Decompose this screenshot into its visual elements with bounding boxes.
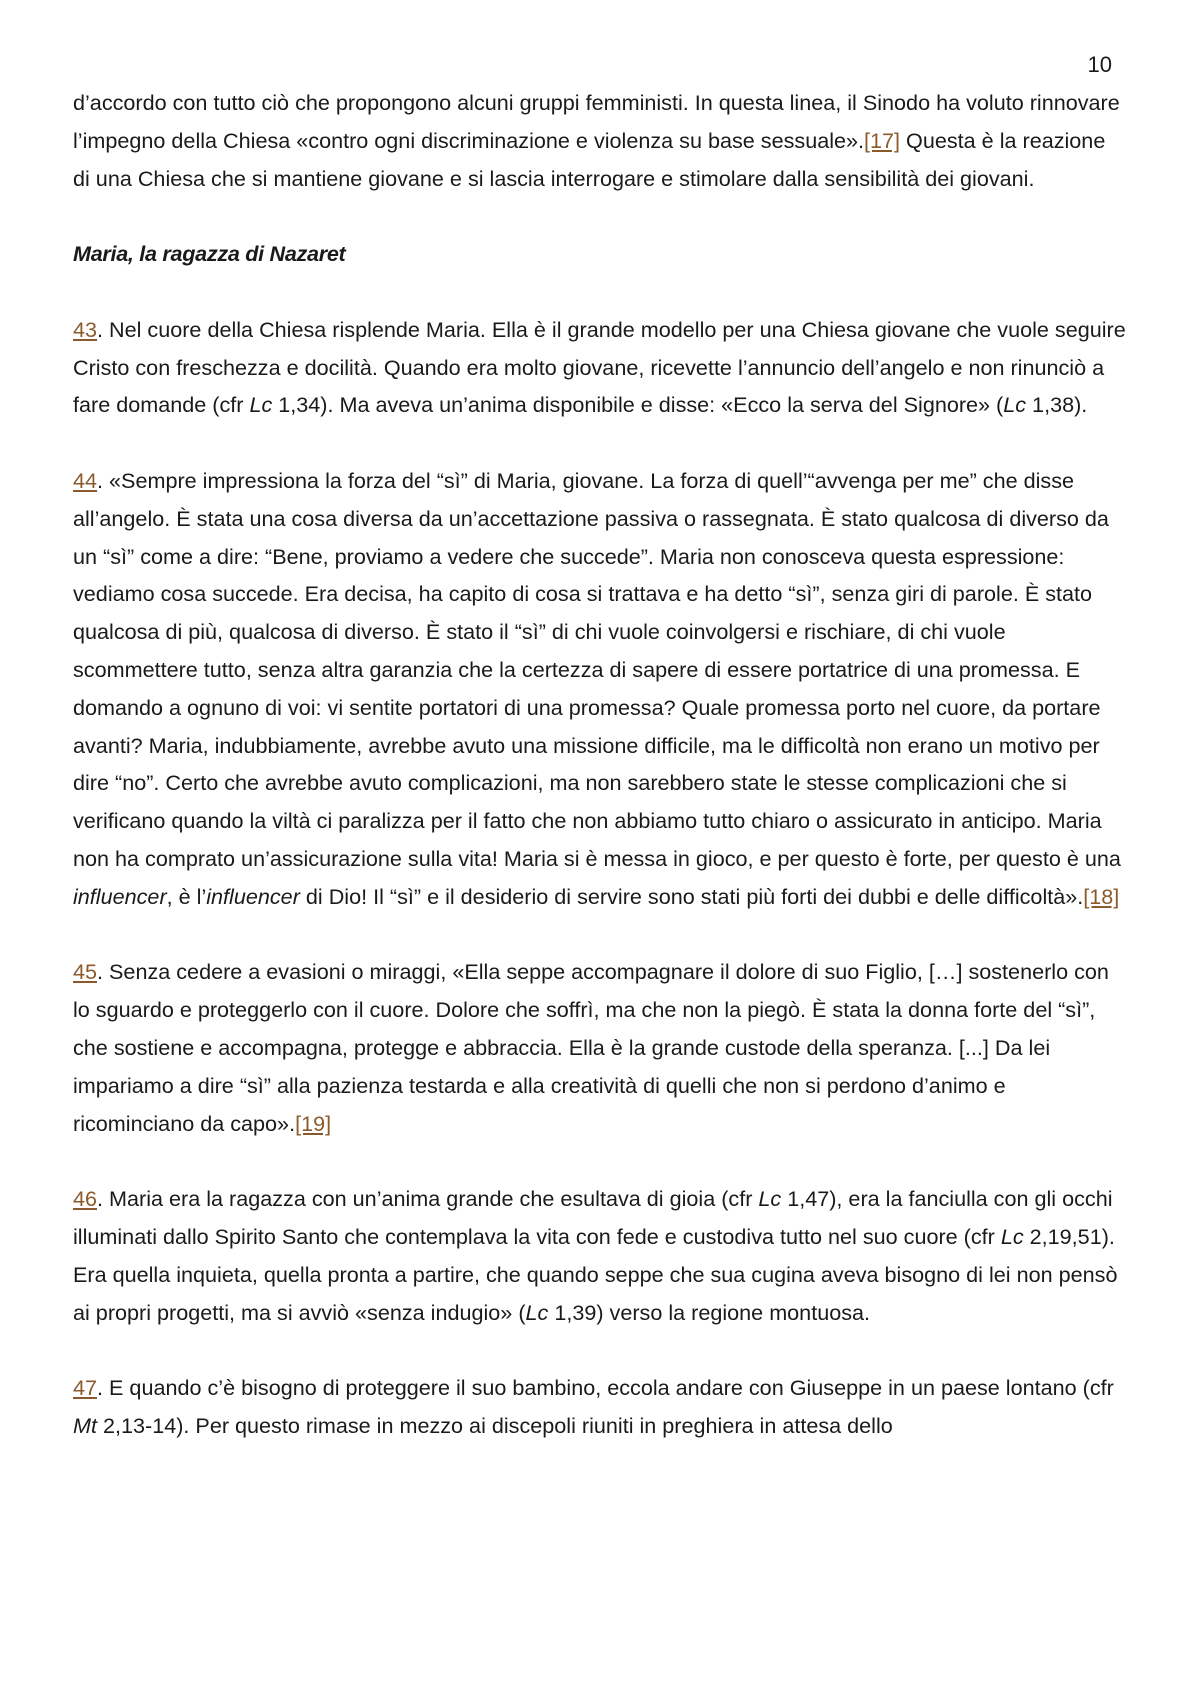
- paragraph-number-link-47[interactable]: 47: [73, 1375, 98, 1401]
- text: 2,13-14). Per questo rimase in mezzo ai discepoli riuniti in preghiera in attesa dello: [97, 1412, 893, 1438]
- text: 1,47), era la fanciulla con gli occhi illuminati dallo Spirito Santo che contemplava la vita con fede e custodiva tutto nel suo cuore (cfr: [73, 1186, 1113, 1249]
- text: , è l’: [166, 883, 207, 909]
- text: Questa è la reazione di una Chiesa che si mantiene giovane e si lascia interrogare e stimolare dalla sensibilità dei giovani.: [73, 127, 1106, 191]
- text: 2,19,51). Era quella inquieta, quella pronta a partire, che quando seppe che sua cugina aveva bisogno di lei non pensò ai propri progetti, ma si avviò «senza indugio» (: [73, 1223, 1118, 1325]
- text: di Dio! Il “sì” e il desiderio di servire sono stati più forti dei dubbi e delle difficoltà».: [299, 883, 1084, 909]
- paragraph-47: [73, 1369, 1128, 1445]
- paragraph-intro: [73, 84, 1128, 197]
- document-body: [73, 84, 1128, 1482]
- footnote-link-19[interactable]: [19]: [295, 1110, 332, 1136]
- text: . Maria era la ragazza con un’anima grande che esultava di gioia (cfr: [97, 1186, 759, 1212]
- paragraph-43: [73, 311, 1128, 424]
- paragraph-number-link-44[interactable]: 44: [73, 467, 98, 493]
- italic-term: influencer: [206, 883, 300, 909]
- paragraph-45: [73, 953, 1128, 1142]
- text: d’accordo con tutto ciò che propongono alcuni gruppi femministi. In questa linea, il Sinodo ha voluto rinnovare l’impegno della Chiesa «contro ogni discriminazione e violenza su base sessuale».: [73, 90, 1120, 153]
- citation-abbrev: Lc: [249, 392, 273, 418]
- text: . Senza cedere a evasioni o miraggi, «Ella seppe accompagnare il dolore di suo Figlio, […] sostenerlo con lo sguardo e proteggerlo con il cuore. Dolore che soffrì, ma che non la piegò. È stata la donna forte del “sì”, che sostiene e accompagna, protegge e abbraccia. Ella è la grande custode della speranza. [...] Da lei impariamo a dire “sì” alla pazienza testarda e alla creatività di quelli che non si perdono d’animo e ricominciano da capo».: [73, 959, 1109, 1136]
- footnote-link-18[interactable]: [18]: [1083, 883, 1120, 909]
- paragraph-number-link-43[interactable]: 43: [73, 316, 98, 342]
- text: 1,34). Ma aveva un’anima disponibile e disse: «Ecco la serva del Signore» (: [272, 392, 1004, 418]
- citation-abbrev: Lc: [758, 1186, 782, 1212]
- paragraph-44: [73, 462, 1128, 916]
- section-heading: Maria, la ragazza di Nazaret: [73, 241, 346, 267]
- page-number: 10: [1087, 52, 1112, 77]
- text: . Nel cuore della Chiesa risplende Maria. Ella è il grande modello per una Chiesa giovane che vuole seguire Cristo con freschezza e docilità. Quando era molto giovane, ricevette l’annuncio dell’angelo e non rinunciò a fare domande (cfr: [73, 316, 1126, 418]
- paragraph-number-link-45[interactable]: 45: [73, 959, 98, 985]
- text: . «Sempre impressiona la forza del “sì” di Maria, giovane. La forza di quell’“avvenga per me” che disse all’angelo. È stata una cosa diversa da un’accettazione passiva o rassegnata. È stato qualcosa di diverso da un “sì” come a dire: “Bene, proviamo a vedere che succede”. Maria non conosceva questa espressione: vediamo cosa succede. Era decisa, ha capito di cosa si trattava e ha detto “sì”, senza giri di parole. È stato qualcosa di più, qualcosa di diverso. È stato il “sì” di chi vuole coinvolgersi e rischiare, di chi vuole scommettere tutto, senza altra garanzia che la certezza di sapere di essere portatrice di una promessa. E domando a ognuno di voi: vi sentite portatori di una promessa? Quale promessa porto nel cuore, da portare avanti? Maria, indubbiamente, avrebbe avuto una missione difficile, ma le difficoltà non erano un motivo per dire “no”. Certo che avrebbe avuto complicazioni, ma non sarebbero state le stesse complicazioni che si verificano quando la viltà ci paralizza per il fatto che non abbiamo tutto chiaro o assicurato in anticipo. Maria non ha comprato un’assicurazione sulla vita! Maria si è messa in gioco, e per questo è forte, per questo è una: [73, 467, 1121, 871]
- citation-abbrev: Lc: [525, 1299, 549, 1325]
- text: . E quando c’è bisogno di proteggere il suo bambino, eccola andare con Giuseppe in un paese lontano (cfr: [97, 1375, 1114, 1401]
- paragraph-46: [73, 1180, 1128, 1331]
- footnote-link-17[interactable]: [17]: [864, 127, 901, 153]
- citation-abbrev: Mt: [73, 1412, 97, 1438]
- paragraph-number-link-46[interactable]: 46: [73, 1186, 98, 1212]
- citation-abbrev: Lc: [1000, 1223, 1024, 1249]
- text: 1,38).: [1026, 392, 1088, 418]
- text: 1,39) verso la regione montuosa.: [548, 1299, 871, 1325]
- citation-abbrev: Lc: [1003, 392, 1027, 418]
- italic-term: influencer: [73, 883, 167, 909]
